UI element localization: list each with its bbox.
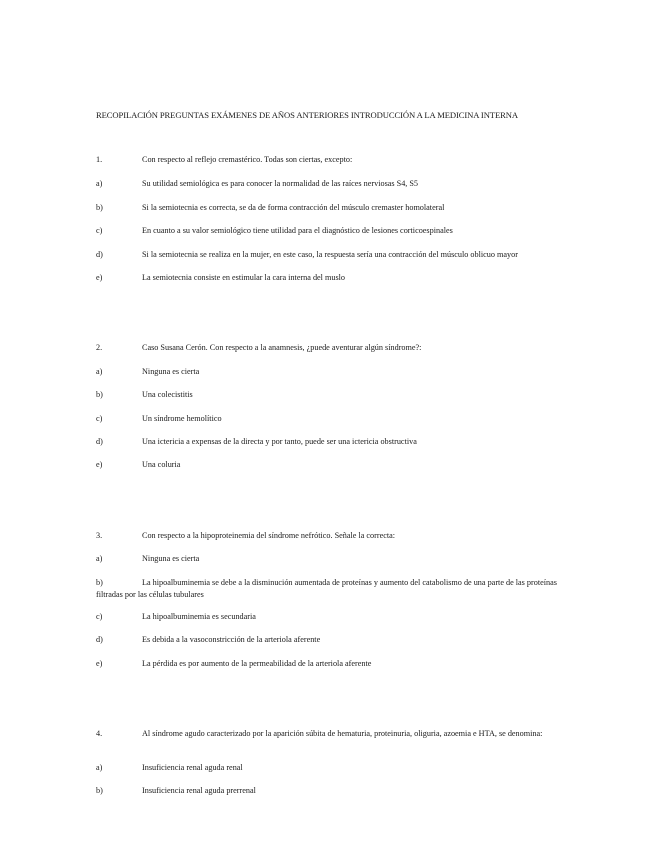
option-2e xyxy=(96,459,566,471)
option-letter: e) xyxy=(96,273,103,282)
option-letter: a) xyxy=(96,554,103,563)
option-text: Si la semiotecnia se realiza en la mujer, en este caso, la respuesta sería una contracción del músculo oblicuo mayor xyxy=(142,250,518,259)
option-text: Si la semiotecnia es correcta, se da de forma contracción del músculo cremaster homolateral xyxy=(142,203,445,212)
option-text: La semiotecnia consiste en estimular la cara interna del muslo xyxy=(142,273,346,282)
question-number: 2. xyxy=(96,343,103,352)
option-text: Insuficiencia renal aguda renal xyxy=(142,763,243,772)
option-text: Insuficiencia renal aguda prerrenal xyxy=(142,786,256,795)
option-2b xyxy=(96,389,566,401)
option-text: Un síndrome hemolítico xyxy=(142,414,222,423)
option-letter: e) xyxy=(96,659,103,668)
option-1d xyxy=(96,249,566,261)
option-1b xyxy=(96,202,566,214)
option-3b xyxy=(96,577,566,601)
option-3c xyxy=(96,611,566,623)
option-letter: d) xyxy=(96,250,103,259)
option-3a xyxy=(96,553,566,565)
option-text: Ninguna es cierta xyxy=(142,554,200,563)
option-letter: b) xyxy=(96,390,103,399)
option-letter: b) xyxy=(96,203,103,212)
option-4b xyxy=(96,785,566,797)
question-2 xyxy=(96,342,566,354)
option-1a xyxy=(96,178,566,190)
question-1 xyxy=(96,154,566,166)
question-4 xyxy=(96,728,566,740)
option-text: Una ictericia a expensas de la directa y por tanto, puede ser una ictericia obstructiva xyxy=(142,437,417,446)
option-3e xyxy=(96,658,566,670)
option-text: En cuanto a su valor semiológico tiene utilidad para el diagnóstico de lesiones corticoespinales xyxy=(142,226,453,235)
option-text: Una colecistitis xyxy=(142,390,193,399)
document-title: RECOPILACIÓN PREGUNTAS EXÁMENES DE AÑOS ANTERIORES INTRODUCCIÓN A LA MEDICINA INTERNA xyxy=(96,110,518,120)
option-text: Su utilidad semiológica es para conocer la normalidad de las raíces nerviosas S4, S5 xyxy=(142,179,419,188)
option-text: Una coluria xyxy=(142,460,181,469)
option-letter: d) xyxy=(96,635,103,644)
option-4a xyxy=(96,762,566,774)
question-text: Con respecto a la hipoproteinemia del síndrome nefrótico. Señale la correcta: xyxy=(142,531,396,540)
option-2d xyxy=(96,436,566,448)
question-number: 3. xyxy=(96,531,103,540)
option-letter: c) xyxy=(96,612,103,621)
question-3 xyxy=(96,530,566,542)
option-text: La pérdida es por aumento de la permeabilidad de la arteriola aferente xyxy=(142,659,372,668)
option-text: La hipoalbuminemia es secundaria xyxy=(142,612,256,621)
question-text: Caso Susana Cerón. Con respecto a la anamnesis, ¿puede aventurar algún síndrome?: xyxy=(142,343,422,352)
option-letter: c) xyxy=(96,414,103,423)
option-letter: a) xyxy=(96,367,103,376)
question-text: Al síndrome agudo caracterizado por la aparición súbita de hematuria, proteinuria, oliguria, azoemia e HTA, se denomina: xyxy=(142,729,543,738)
option-1c xyxy=(96,225,566,237)
option-3d xyxy=(96,634,566,646)
question-text: Con respecto al reflejo cremastérico. Todas son ciertas, excepto: xyxy=(142,155,353,164)
question-number: 4. xyxy=(96,729,103,738)
option-2a xyxy=(96,366,566,378)
option-text: Es debida a la vasoconstricción de la arteriola aferente xyxy=(142,635,321,644)
option-letter: a) xyxy=(96,179,103,188)
option-text: La hipoalbuminemia se debe a la disminución aumentada de proteínas y aumento del catabolismo de una parte de las proteínas filtradas por las células tubulares xyxy=(96,578,557,599)
option-letter: e) xyxy=(96,460,103,469)
option-letter: c) xyxy=(96,226,103,235)
option-letter: b) xyxy=(96,786,103,795)
option-1e xyxy=(96,272,566,284)
option-2c xyxy=(96,413,566,425)
option-letter: b) xyxy=(96,578,103,587)
option-letter: a) xyxy=(96,763,103,772)
option-text: Ninguna es cierta xyxy=(142,367,200,376)
question-number: 1. xyxy=(96,155,103,164)
option-letter: d) xyxy=(96,437,103,446)
